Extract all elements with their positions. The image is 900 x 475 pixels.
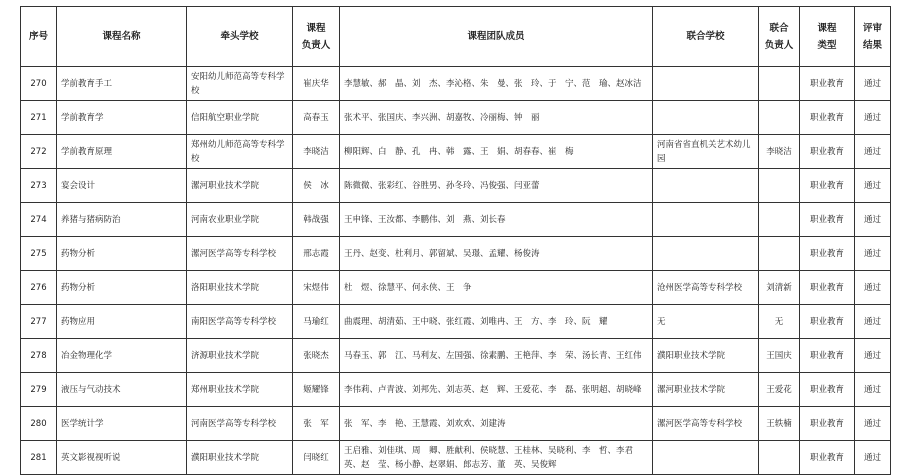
table-row [21, 305, 891, 339]
cell-joint-school [653, 203, 759, 237]
cell-course-name: 英文影视视听说 [57, 441, 187, 475]
cell-joint-school: 漯河医学高等专科学校 [653, 407, 759, 441]
course-table-wrapper [20, 6, 891, 475]
header-no: 序号 [21, 7, 57, 67]
cell-team: 王申锋、王汝都、李鹏伟、刘 燕、刘长春 [340, 203, 653, 237]
cell-no: 270 [21, 67, 57, 101]
header-joint-school: 联合学校 [653, 7, 759, 67]
cell-course-lead: 闫晓红 [293, 441, 340, 475]
cell-course-name: 冶金物理化学 [57, 339, 187, 373]
cell-team: 李慧敏、郝 晶、刘 杰、李沁格、朱 曼、张 玲、于 宁、范 瑜、赵冰洁 [340, 67, 653, 101]
header-review-line1: 评审 [862, 22, 882, 34]
cell-lead-school: 济源职业技术学院 [187, 339, 293, 373]
header-lead-school: 牵头学校 [187, 7, 293, 67]
header-course-name: 课程名称 [57, 7, 187, 67]
cell-joint-lead [759, 203, 800, 237]
cell-team: 曲震理、胡清茹、王中晓、张红霞、刘唯冉、王 方、李 玲、阮 耀 [340, 305, 653, 339]
header-joint-lead-line2: 负责人 [764, 39, 794, 51]
cell-review: 通过 [855, 305, 891, 339]
cell-joint-lead: 李晓洁 [759, 135, 800, 169]
cell-team: 李伟莉、卢青波、刘邦先、刘志英、赵 辉、王爱花、李 磊、张明超、胡晓峰 [340, 373, 653, 407]
cell-joint-lead [759, 169, 800, 203]
cell-course-type: 职业教育 [800, 373, 855, 407]
table-row [21, 271, 891, 305]
cell-course-type: 职业教育 [800, 169, 855, 203]
cell-joint-school [653, 237, 759, 271]
cell-course-lead: 马瑜红 [293, 305, 340, 339]
cell-team: 张术平、张国庆、李兴洲、胡嘉牧、冷丽梅、钟 丽 [340, 101, 653, 135]
cell-no: 273 [21, 169, 57, 203]
table-row [21, 203, 891, 237]
header-review-line2: 结果 [862, 39, 882, 51]
cell-review: 通过 [855, 169, 891, 203]
cell-course-lead: 姬耀锋 [293, 373, 340, 407]
cell-course-lead: 张 军 [293, 407, 340, 441]
table-row [21, 339, 891, 373]
cell-course-name: 药物应用 [57, 305, 187, 339]
cell-joint-lead: 王爱花 [759, 373, 800, 407]
cell-no: 278 [21, 339, 57, 373]
cell-joint-school: 漯河职业技术学院 [653, 373, 759, 407]
table-row [21, 135, 891, 169]
cell-lead-school: 河南农业职业学院 [187, 203, 293, 237]
cell-lead-school: 濮阳职业技术学院 [187, 441, 293, 475]
cell-joint-school [653, 169, 759, 203]
cell-lead-school: 郑州幼儿师范高等专科学校 [187, 135, 293, 169]
cell-joint-school: 河南省省直机关艺术幼儿园 [653, 135, 759, 169]
cell-course-name: 液压与气动技术 [57, 373, 187, 407]
cell-review: 通过 [855, 407, 891, 441]
cell-course-name: 学前教育手工 [57, 67, 187, 101]
cell-review: 通过 [855, 101, 891, 135]
cell-course-type: 职业教育 [800, 237, 855, 271]
cell-team: 王启雅、刘佳琪、周 卿、胜献利、侯晓慧、王桂林、吴晓利、李 哲、李君英、赵 莹、杨小静、赵翠娟、郎志芳、董 英、吴俊辉 [340, 441, 653, 475]
table-row [21, 373, 891, 407]
cell-lead-school: 郑州职业技术学院 [187, 373, 293, 407]
table-row [21, 407, 891, 441]
cell-joint-lead: 刘清新 [759, 271, 800, 305]
cell-course-name: 医学统计学 [57, 407, 187, 441]
cell-team: 张 军、李 艳、王慧霞、刘欢欢、刘建涛 [340, 407, 653, 441]
cell-review: 通过 [855, 135, 891, 169]
cell-lead-school: 洛阳职业技术学院 [187, 271, 293, 305]
header-course-type-line1: 课程 [817, 22, 837, 34]
cell-review: 通过 [855, 373, 891, 407]
header-joint-lead-line1: 联合 [769, 22, 789, 34]
cell-course-type: 职业教育 [800, 67, 855, 101]
cell-course-lead: 高春玉 [293, 101, 340, 135]
header-row [21, 7, 891, 67]
cell-joint-lead [759, 101, 800, 135]
cell-course-type: 职业教育 [800, 339, 855, 373]
cell-joint-school [653, 441, 759, 475]
table-row [21, 169, 891, 203]
cell-joint-lead [759, 441, 800, 475]
cell-no: 274 [21, 203, 57, 237]
cell-no: 272 [21, 135, 57, 169]
cell-joint-school [653, 67, 759, 101]
cell-lead-school: 安阳幼儿师范高等专科学校 [187, 67, 293, 101]
cell-course-name: 药物分析 [57, 237, 187, 271]
cell-lead-school: 河南医学高等专科学校 [187, 407, 293, 441]
cell-team: 陈微微、张彩红、谷胜男、孙冬玲、冯俊强、闫亚蕾 [340, 169, 653, 203]
cell-no: 279 [21, 373, 57, 407]
cell-course-lead: 侯 冰 [293, 169, 340, 203]
header-course-lead-line1: 课程 [306, 22, 326, 34]
cell-course-name: 学前教育原理 [57, 135, 187, 169]
cell-course-type: 职业教育 [800, 101, 855, 135]
cell-lead-school: 漯河医学高等专科学校 [187, 237, 293, 271]
cell-joint-school: 无 [653, 305, 759, 339]
table-body [21, 67, 891, 475]
header-course-type [800, 7, 855, 67]
cell-course-lead: 张晓杰 [293, 339, 340, 373]
header-review [855, 7, 891, 67]
header-team: 课程团队成员 [340, 7, 653, 67]
table-row [21, 67, 891, 101]
cell-joint-school [653, 101, 759, 135]
course-table [20, 6, 891, 475]
table-row [21, 237, 891, 271]
cell-joint-lead: 无 [759, 305, 800, 339]
cell-course-name: 学前教育学 [57, 101, 187, 135]
cell-no: 276 [21, 271, 57, 305]
header-course-lead-line2: 负责人 [301, 39, 331, 51]
cell-course-type: 职业教育 [800, 135, 855, 169]
cell-course-name: 药物分析 [57, 271, 187, 305]
cell-team: 柳阳辉、白 静、孔 冉、韩 露、王 娟、胡春春、崔 梅 [340, 135, 653, 169]
cell-no: 275 [21, 237, 57, 271]
cell-lead-school: 南阳医学高等专科学校 [187, 305, 293, 339]
cell-team: 马春玉、郭 江、马利友、左国强、徐素鹏、王艳萍、李 荣、汤长青、王红伟 [340, 339, 653, 373]
cell-course-lead: 李晓洁 [293, 135, 340, 169]
cell-review: 通过 [855, 203, 891, 237]
cell-no: 281 [21, 441, 57, 475]
cell-lead-school: 漯河职业技术学院 [187, 169, 293, 203]
cell-course-type: 职业教育 [800, 407, 855, 441]
table-row [21, 101, 891, 135]
cell-course-lead: 邢志霞 [293, 237, 340, 271]
cell-course-name: 宴会设计 [57, 169, 187, 203]
cell-no: 277 [21, 305, 57, 339]
cell-no: 271 [21, 101, 57, 135]
cell-joint-lead: 王轶楠 [759, 407, 800, 441]
header-course-lead [293, 7, 340, 67]
cell-team: 王丹、赵变、杜利月、郭留斌、吴璟、孟耀、杨俊涛 [340, 237, 653, 271]
cell-course-type: 职业教育 [800, 441, 855, 475]
cell-review: 通过 [855, 271, 891, 305]
cell-course-type: 职业教育 [800, 305, 855, 339]
header-joint-lead [759, 7, 800, 67]
table-row [21, 441, 891, 475]
cell-course-lead: 韩战强 [293, 203, 340, 237]
cell-review: 通过 [855, 441, 891, 475]
cell-course-type: 职业教育 [800, 271, 855, 305]
cell-course-type: 职业教育 [800, 203, 855, 237]
cell-review: 通过 [855, 67, 891, 101]
cell-joint-lead [759, 237, 800, 271]
cell-review: 通过 [855, 237, 891, 271]
header-course-type-line2: 类型 [817, 39, 837, 51]
cell-lead-school: 信阳航空职业学院 [187, 101, 293, 135]
cell-course-lead: 崔庆华 [293, 67, 340, 101]
cell-course-lead: 宋煜伟 [293, 271, 340, 305]
cell-review: 通过 [855, 339, 891, 373]
cell-no: 280 [21, 407, 57, 441]
cell-team: 杜 煜、徐慧平、何永侠、王 争 [340, 271, 653, 305]
cell-course-name: 养猪与猪病防治 [57, 203, 187, 237]
cell-joint-school: 濮阳职业技术学院 [653, 339, 759, 373]
cell-joint-lead: 王国庆 [759, 339, 800, 373]
cell-joint-lead [759, 67, 800, 101]
cell-joint-school: 沧州医学高等专科学校 [653, 271, 759, 305]
